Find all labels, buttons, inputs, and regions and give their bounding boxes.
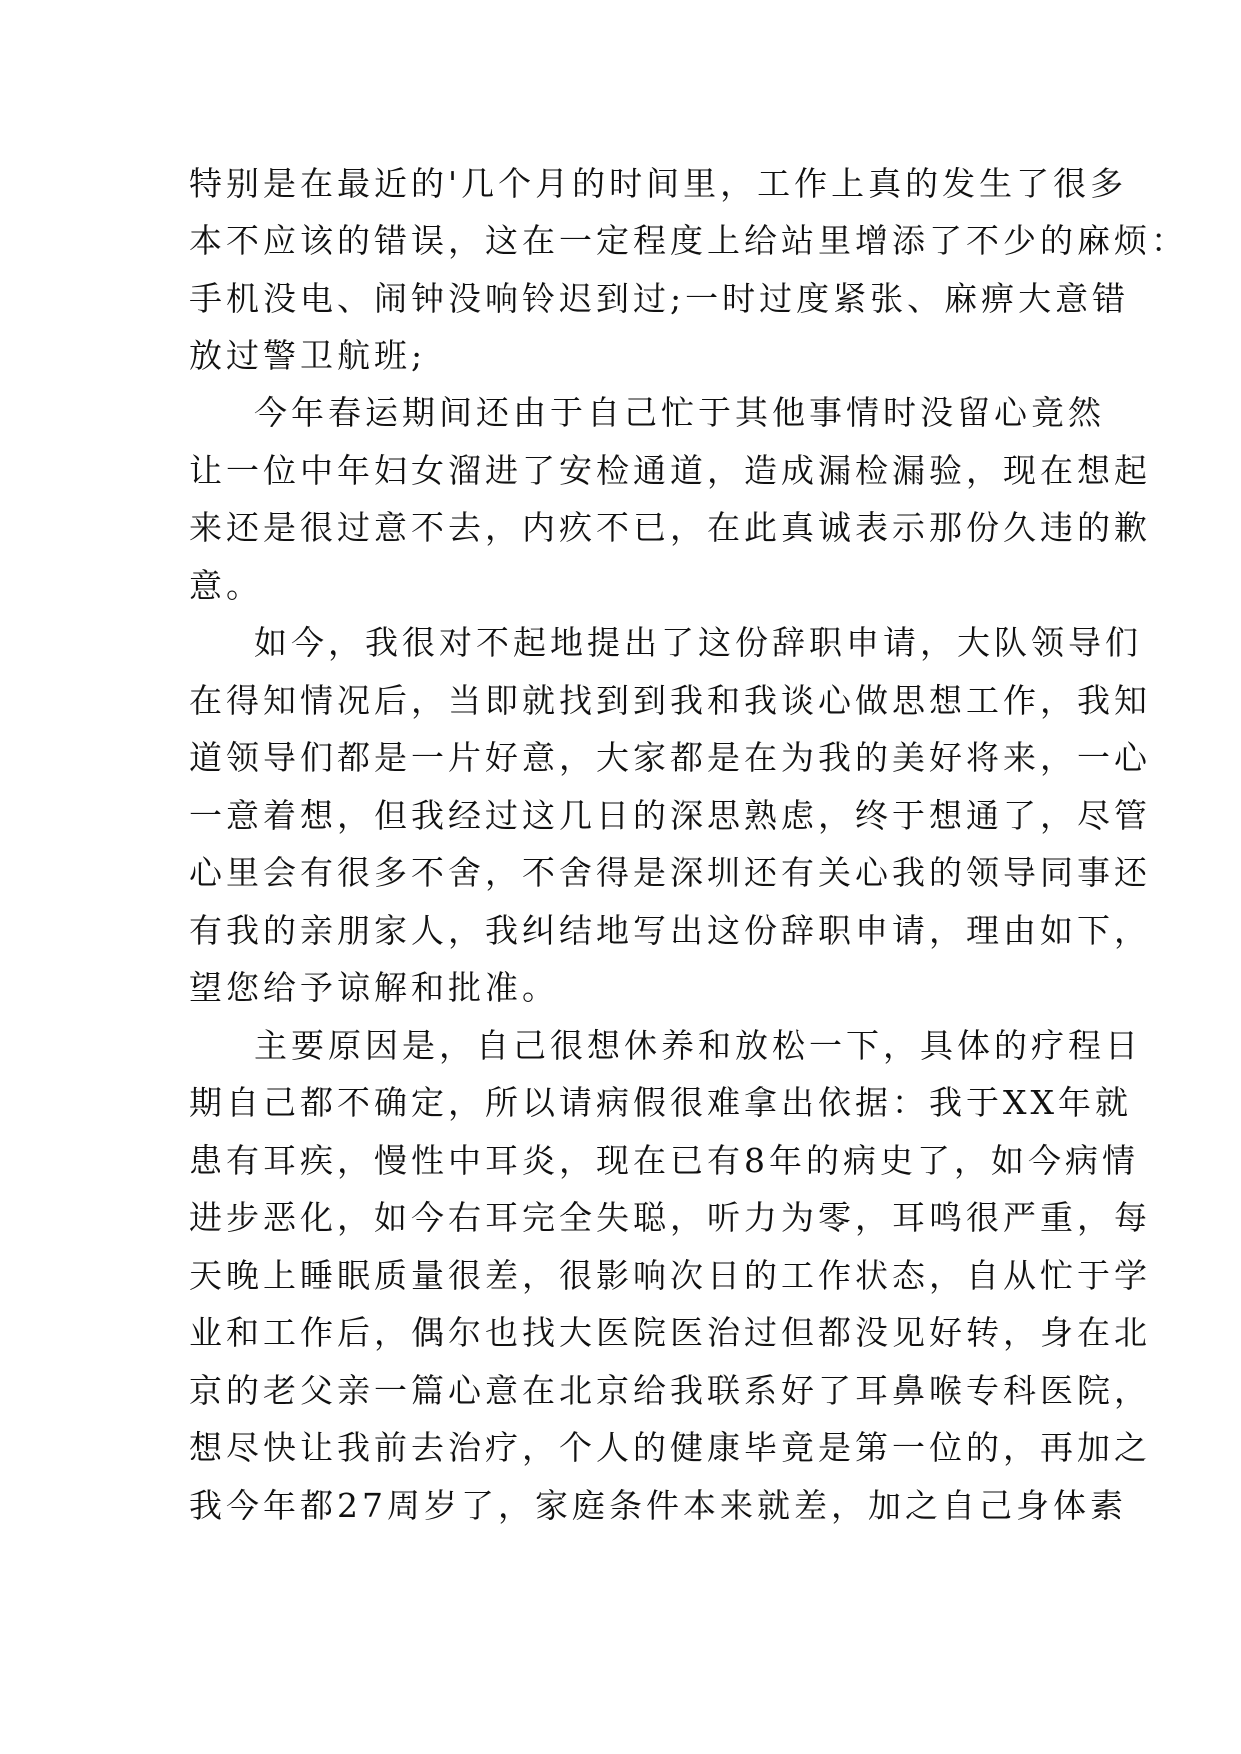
text-line: 天晚上睡眠质量很差，很影响次日的工作状态，自从忙于学: [189, 1256, 1151, 1295]
text-line: 意。: [189, 566, 263, 605]
text-line: 患有耳疾，慢性中耳炎，现在已有8年的病史了，如今病情: [189, 1141, 1139, 1180]
text-line: 心里会有很多不舍，不舍得是深圳还有关心我的领导同事还: [189, 853, 1151, 892]
text-line: 特别是在最近的'几个月的时间里，工作上真的发生了很多: [189, 164, 1128, 203]
paragraph-first-line: 今年春运期间还由于自己忙于其他事情时没留心竟然: [254, 393, 1105, 432]
text-line: 京的老父亲一篇心意在北京给我联系好了耳鼻喉专科医院，: [189, 1371, 1151, 1410]
text-line: 手机没电、闹钟没响铃迟到过;一时过度紧张、麻痹大意错: [189, 279, 1130, 318]
text-line: 在得知情况后，当即就找到到我和我谈心做思想工作，我知: [189, 681, 1151, 720]
text-line: 我今年都27周岁了，家庭条件本来就差，加之自己身体素: [189, 1486, 1127, 1525]
text-line: 放过警卫航班;: [189, 336, 427, 375]
text-line: 本不应该的错误，这在一定程度上给站里增添了不少的麻烦：: [189, 221, 1188, 260]
text-line: 有我的亲朋家人，我纠结地写出这份辞职申请，理由如下，: [189, 911, 1151, 950]
text-line: 让一位中年妇女溜进了安检通道，造成漏检漏验，现在想起: [189, 451, 1151, 490]
text-line: 来还是很过意不去，内疚不已，在此真诚表示那份久违的歉: [189, 508, 1151, 547]
text-line: 望您给予谅解和批准。: [189, 968, 559, 1007]
paragraph-first-line: 如今，我很对不起地提出了这份辞职申请，大队领导们: [254, 623, 1142, 662]
text-line: 期自己都不确定，所以请病假很难拿出依据：我于XX年就: [189, 1083, 1132, 1122]
text-line: 想尽快让我前去治疗，个人的健康毕竟是第一位的，再加之: [189, 1428, 1151, 1467]
paragraph-first-line: 主要原因是，自己很想休养和放松一下，具体的疗程日: [254, 1026, 1142, 1065]
text-line: 一意着想，但我经过这几日的深思熟虑，终于想通了，尽管: [189, 796, 1151, 835]
text-line: 道领导们都是一片好意，大家都是在为我的美好将来，一心: [189, 738, 1151, 777]
text-line: 业和工作后，偶尔也找大医院医治过但都没见好转，身在北: [189, 1313, 1151, 1352]
text-line: 进步恶化，如今右耳完全失聪，听力为零，耳鸣很严重，每: [189, 1198, 1151, 1237]
